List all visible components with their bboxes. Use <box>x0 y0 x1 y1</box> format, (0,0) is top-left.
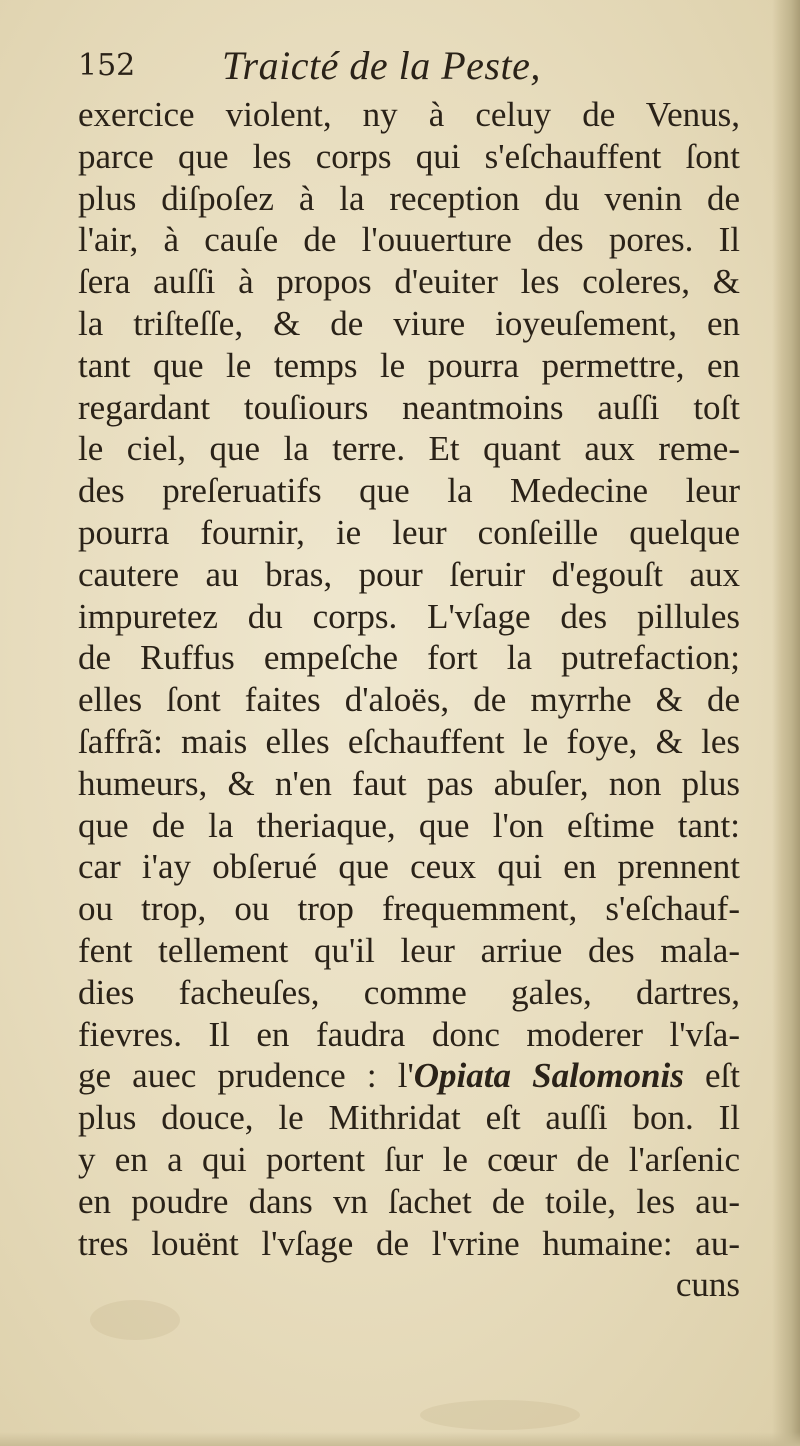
text-line <box>78 428 740 470</box>
text-segment: plus diſpoſez à la reception du venin de <box>78 178 740 218</box>
running-title: Traicté de la Peste, <box>222 43 541 88</box>
text-line <box>78 1181 740 1223</box>
text-line <box>78 679 740 721</box>
text-segment: regardant touſiours neantmoins auſſi toſt <box>78 387 740 427</box>
text-segment: fievres. Il en faudra donc moderer l'vſa- <box>78 1014 740 1054</box>
text-segment: tres louënt l'vſage de l'vrine humaine: au- <box>78 1223 740 1263</box>
text-line <box>78 554 740 596</box>
text-line <box>78 1223 740 1265</box>
text-line <box>78 178 740 220</box>
text-line <box>78 387 740 429</box>
text-line <box>78 261 740 303</box>
text-segment: car i'ay obſerué que ceux qui en prennent <box>78 847 740 887</box>
page-edge-shadow <box>772 0 800 1446</box>
body-text <box>78 94 740 1306</box>
text-segment: cautere au bras, pour ſeruir d'egouſt aux <box>78 554 740 594</box>
page-bottom-shadow <box>0 1432 800 1446</box>
text-segment: plus douce, le Mithridat eſt auſſi bon. Il <box>78 1098 740 1138</box>
text-line <box>78 94 740 136</box>
text-segment: des preſeruatifs que la Medecine leur <box>78 471 740 511</box>
text-segment: la triſteſſe, & de viure ioyeuſement, en <box>78 303 740 343</box>
text-segment: l'air, à cauſe de l'ouuerture des pores. Il <box>78 220 740 260</box>
text-line <box>78 345 740 387</box>
text-segment: humeurs, & n'en faut pas abuſer, non plus <box>78 763 740 803</box>
page-number: 152 <box>78 48 136 83</box>
text-line <box>78 512 740 554</box>
text-line <box>78 721 740 763</box>
text-segment: dies facheuſes, comme gales, dartres, <box>78 972 740 1012</box>
text-segment: tant que le temps le pourra permettre, en <box>78 345 740 385</box>
text-line <box>78 596 740 638</box>
text-segment: ge auec prudence : l' <box>78 1056 414 1096</box>
text-line <box>78 1097 740 1139</box>
text-line <box>78 470 740 512</box>
text-segment: y en a qui portent ſur le cœur de l'arſenic <box>78 1139 740 1179</box>
text-segment: de Ruffus empeſche fort la putrefaction; <box>78 638 740 678</box>
text-line <box>78 846 740 888</box>
catchword: cuns <box>675 1265 740 1305</box>
text-line <box>78 303 740 345</box>
text-segment: le ciel, que la terre. Et quant aux reme- <box>78 429 740 469</box>
text-segment: elles ſont faites d'aloës, de myrrhe & de <box>78 680 740 720</box>
text-line <box>78 930 740 972</box>
text-segment: exercice violent, ny à celuy de Venus, <box>78 95 740 134</box>
text-segment: que de la theriaque, que l'on eſtime tant: <box>78 805 740 845</box>
page-header <box>72 42 732 98</box>
text-line <box>78 136 740 178</box>
text-line <box>78 888 740 930</box>
text-segment: ou trop, ou trop frequemment, s'eſchauf- <box>78 889 740 929</box>
text-segment: fent tellement qu'il leur arriue des mala- <box>78 930 740 970</box>
text-line <box>78 637 740 679</box>
text-segment: impuretez du corps. L'vſage des pillules <box>78 596 740 636</box>
text-line <box>78 1139 740 1181</box>
text-line <box>78 219 740 261</box>
text-line <box>78 1055 740 1097</box>
text-segment: ſaffrã: mais elles eſchauffent le foye, & les <box>78 721 740 761</box>
text-segment: parce que les corps qui s'eſchauffent ſont <box>78 136 740 176</box>
paper-stain <box>420 1400 580 1430</box>
text-line <box>78 972 740 1014</box>
italic-phrase: Opiata Salomonis <box>413 1056 684 1096</box>
text-segment: eſt <box>683 1056 741 1096</box>
text-segment: pourra fournir, ie leur conſeille quelque <box>78 512 740 552</box>
text-line <box>78 805 740 847</box>
text-segment: ſera auſſi à propos d'euiter les coleres, & <box>78 262 740 302</box>
text-line <box>78 763 740 805</box>
text-line <box>78 1014 740 1056</box>
text-segment: en poudre dans vn ſachet de toile, les au- <box>78 1181 740 1221</box>
